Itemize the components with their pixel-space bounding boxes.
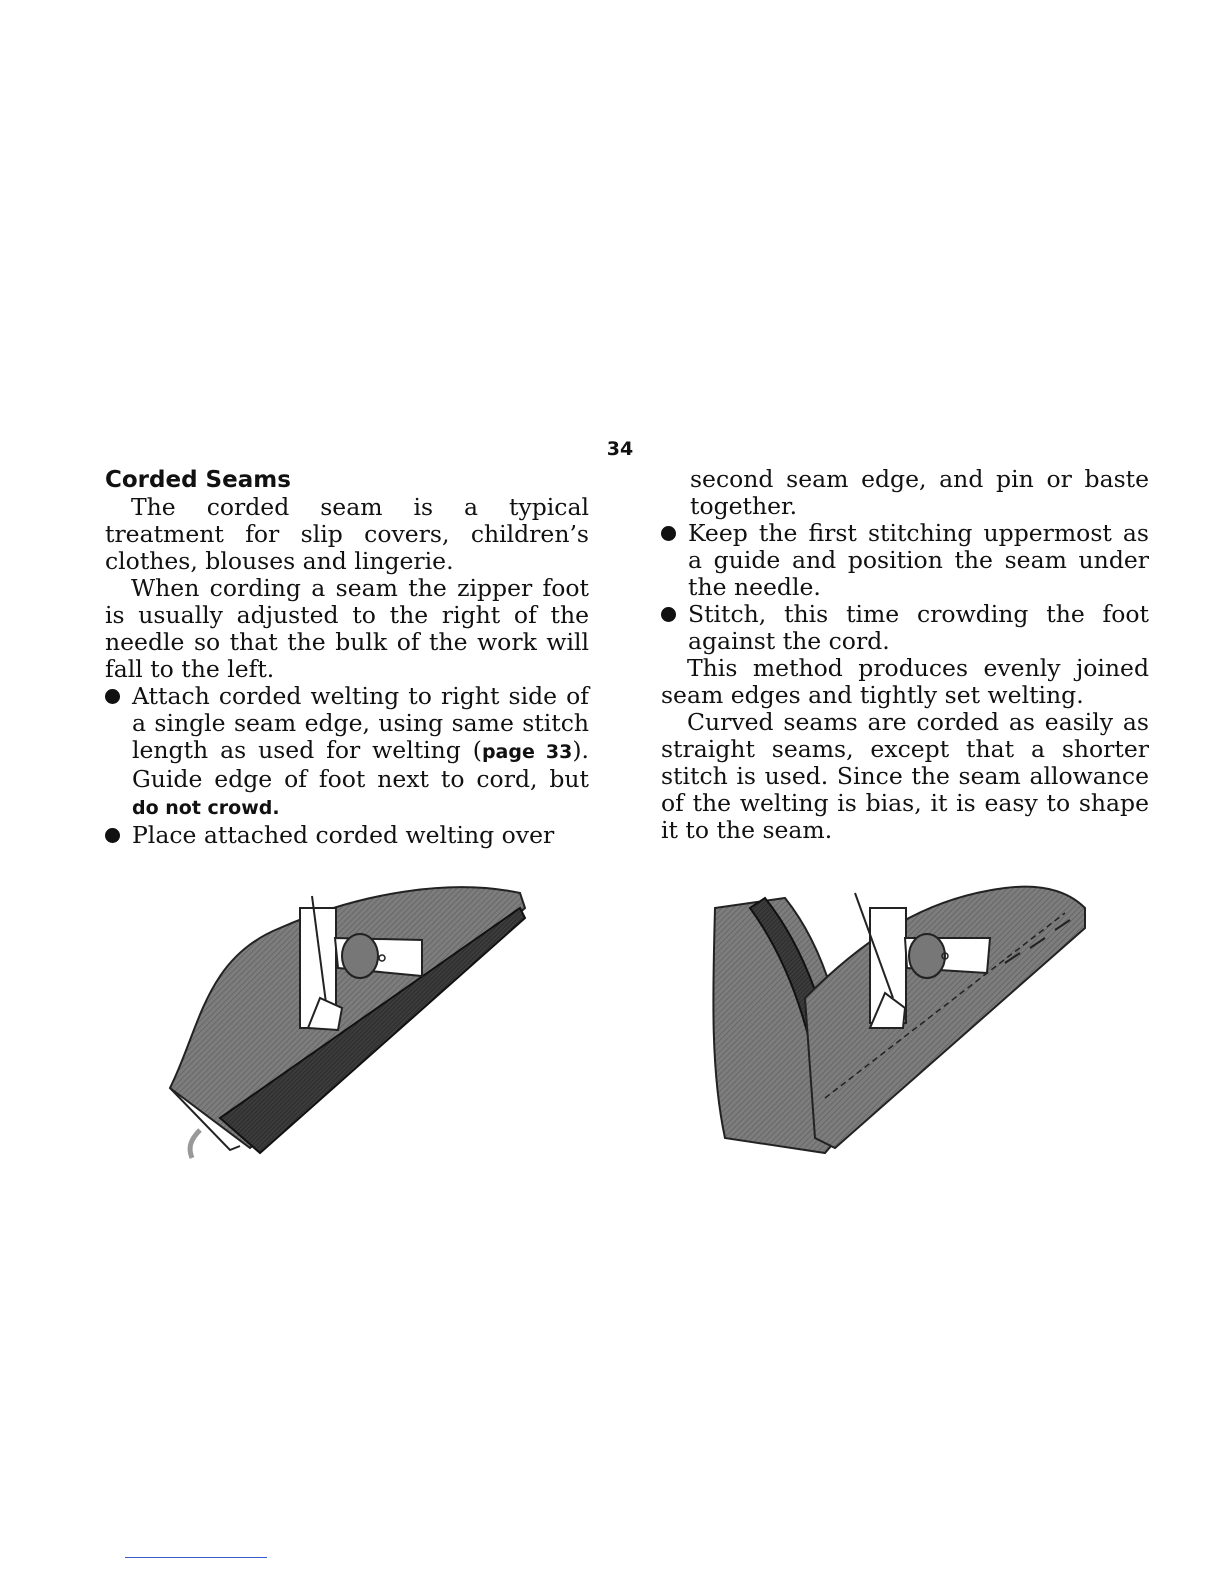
zipper-foot-paragraph: When cording a seam the zipper foot is usually adjusted to the right of the needle so that the bulk of the work will fall to the left. bbox=[105, 574, 589, 683]
intro-paragraph: The corded seam is a typical treatment for slip covers, children’s clothes, blouses and lingerie. bbox=[105, 493, 589, 575]
bullet-dot bbox=[661, 526, 676, 541]
bullet-keep-stitching: Keep the first stitching uppermost as a guide and position the seam under the needle. bbox=[661, 520, 1149, 601]
method-paragraph: This method produces evenly joined seam edges and tightly set welting. bbox=[661, 654, 1149, 709]
left-column bbox=[105, 466, 589, 849]
bullet-dot bbox=[105, 828, 120, 843]
emphasis-text: do not crowd. bbox=[132, 797, 280, 819]
bullet-continuation: second seam edge, and pin or baste together. bbox=[690, 465, 1149, 520]
page-reference: page 33 bbox=[481, 741, 573, 763]
right-column bbox=[661, 466, 1149, 844]
bullet-attach-welting: Attach corded welting to right side of a single seam edge, using same stitch length as used for welting (page 33). Guide edge of foot next to cord, but do not crowd. bbox=[105, 683, 589, 822]
page-number: 34 bbox=[606, 438, 634, 460]
bullet-dot bbox=[661, 607, 676, 622]
bullet-stitch-crowding: Stitch, this time crowding the foot against the cord. bbox=[661, 601, 1149, 655]
curved-seams-paragraph: Curved seams are corded as easily as straight seams, except that a shorter stitch is used. Since the seam allowance of the welting is bias, it is easy to shape it to the seam. bbox=[661, 708, 1149, 844]
section-heading: Corded Seams bbox=[105, 467, 291, 493]
corded-seam-stitching-illustration bbox=[705, 868, 1105, 1168]
bullet-place-welting: Place attached corded welting over bbox=[105, 822, 589, 849]
footer-rule bbox=[125, 1557, 267, 1558]
bullet-dot bbox=[105, 689, 120, 704]
welting-attach-illustration bbox=[160, 868, 540, 1168]
